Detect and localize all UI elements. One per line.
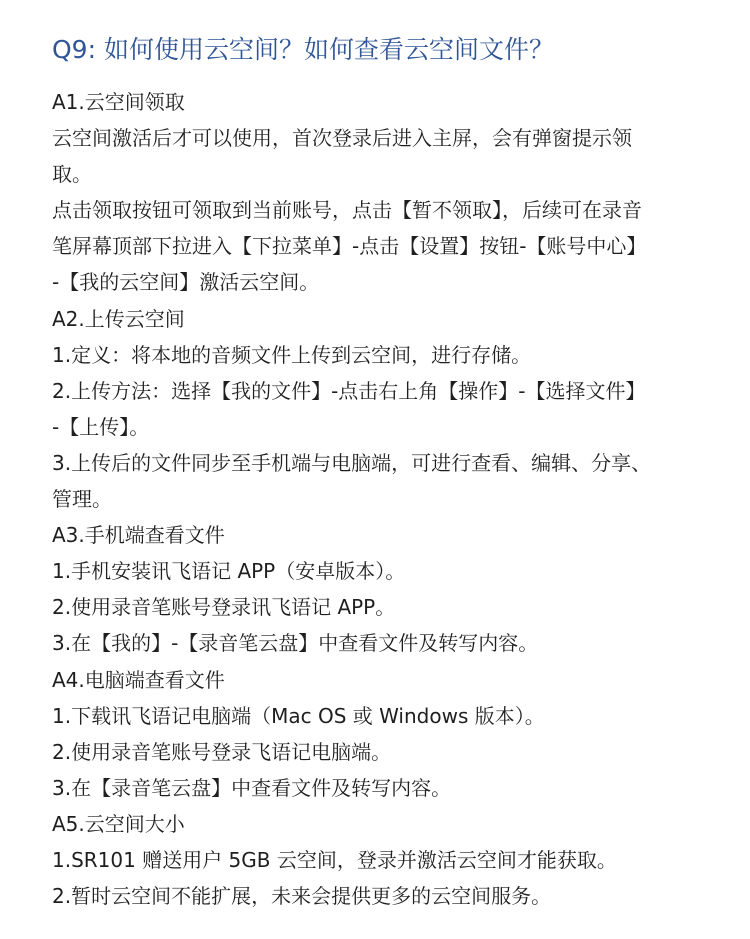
text-line: 3.上传后的文件同步至手机端与电脑端，可进行查看、编辑、分享、 xyxy=(52,450,652,475)
text-line: 2.使用录音笔账号登录讯飞语记 APP。 xyxy=(52,595,396,620)
faq-content xyxy=(52,84,714,914)
text-line: 笔屏幕顶部下拉进入【下拉菜单】-点击【设置】按钮-【账号中心】 xyxy=(52,234,647,259)
text-line: -【上传】。 xyxy=(52,414,150,439)
text-line: 2.暂时云空间不能扩展，未来会提供更多的云空间服务。 xyxy=(52,884,552,909)
text-line: 管理。 xyxy=(52,487,112,512)
text-line: 2.使用录音笔账号登录飞语记电脑端。 xyxy=(52,739,392,764)
text-line: -【我的云空间】激活云空间。 xyxy=(52,270,320,295)
section-heading-a2: A2.上传云空间 xyxy=(52,306,185,331)
text-line: 3.在【我的】-【录音笔云盘】中查看文件及转写内容。 xyxy=(52,631,539,656)
section-heading-a5: A5.云空间大小 xyxy=(52,811,185,836)
page-title: Q9: 如何使用云空间？如何查看云空间文件？ xyxy=(52,35,554,64)
text-line: 取。 xyxy=(52,162,92,187)
text-line: 2.上传方法：选择【我的文件】-点击右上角【操作】-【选择文件】 xyxy=(52,378,646,403)
text-line: 云空间激活后才可以使用，首次登录后进入主屏，会有弹窗提示领 xyxy=(52,126,632,151)
text-line: 3.在【录音笔云盘】中查看文件及转写内容。 xyxy=(52,775,452,800)
text-line: 1.下载讯飞语记电脑端（Mac OS 或 Windows 版本）。 xyxy=(52,703,545,728)
section-heading-a3: A3.手机端查看文件 xyxy=(52,523,225,548)
text-line: 1.手机安装讯飞语记 APP（安卓版本）。 xyxy=(52,559,406,584)
section-heading-a4: A4.电脑端查看文件 xyxy=(52,667,225,692)
section-heading-a1: A1.云空间领取 xyxy=(52,90,185,114)
text-line: 1.SR101 赠送用户 5GB 云空间，登录并激活云空间才能获取。 xyxy=(52,847,617,872)
text-line: 点击领取按钮可领取到当前账号，点击【暂不领取】，后续可在录音 xyxy=(52,198,642,223)
text-line: 1.定义：将本地的音频文件上传到云空间，进行存储。 xyxy=(52,342,532,367)
